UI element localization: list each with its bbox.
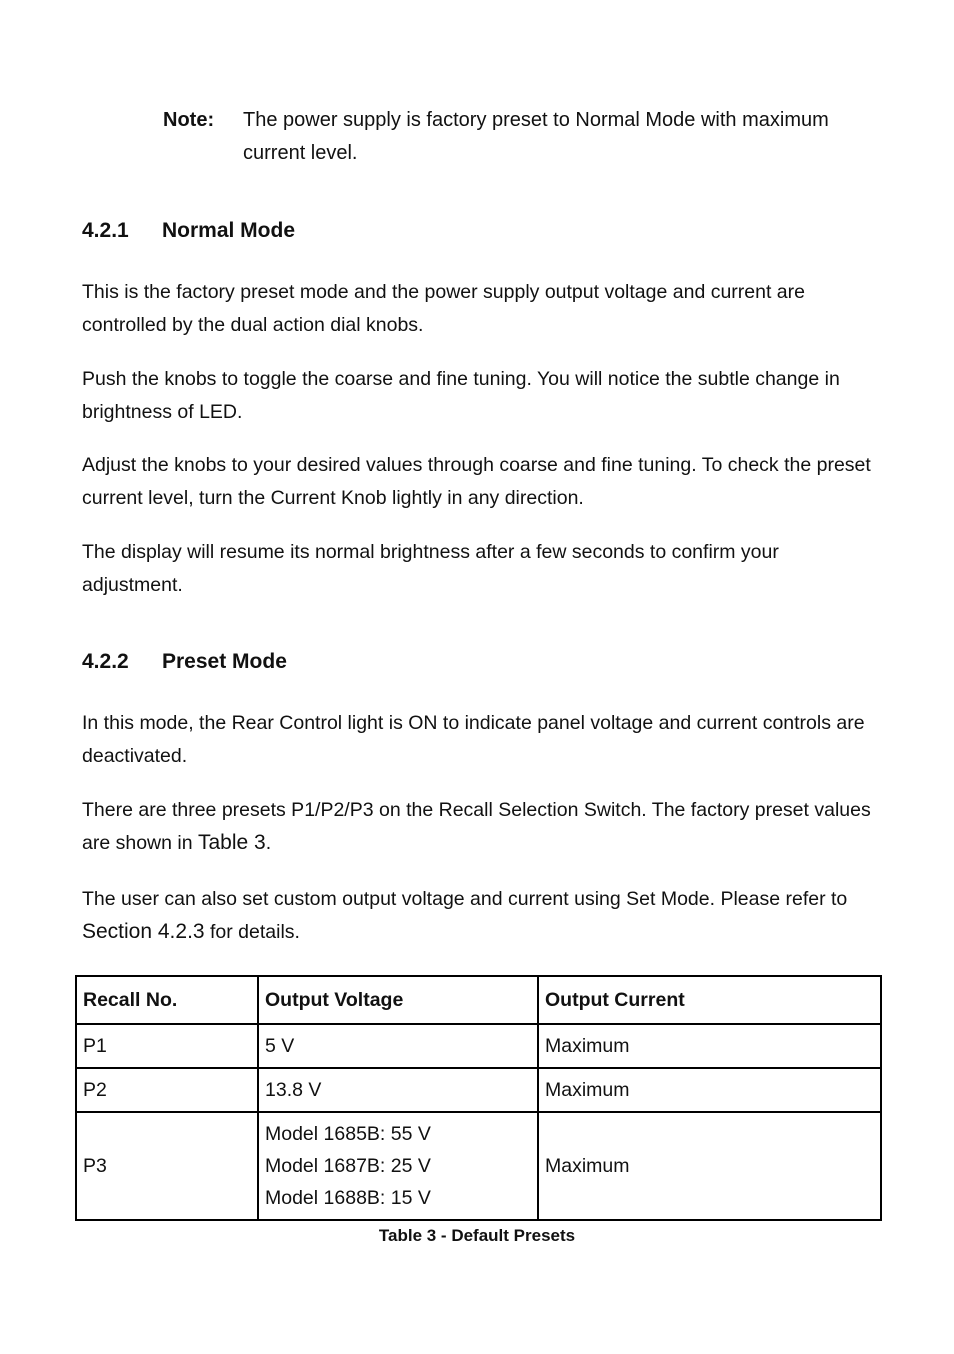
voltage-line: Model 1688B: 15 V (265, 1187, 431, 1209)
table-row (76, 1024, 881, 1068)
section-title: Preset Mode (162, 650, 287, 673)
cell-voltage (258, 1112, 538, 1220)
note-label: Note: (163, 109, 215, 131)
paragraph-text: for details. (204, 920, 300, 943)
note-text: The power supply is factory preset to Normal Mode with maximum current level. (243, 109, 829, 164)
column-header-recall: Recall No. (76, 976, 258, 1024)
section-heading-preset-mode (82, 648, 287, 676)
paragraph: Push the knobs to toggle the coarse and fine tuning. You will notice the subtle change in brightness of LED. (82, 368, 840, 423)
column-header-current: Output Current (538, 976, 881, 1024)
cell-recall: P3 (76, 1112, 258, 1220)
cell-recall: P1 (76, 1024, 258, 1068)
cell-current: Maximum (538, 1024, 881, 1068)
section-reference-link[interactable]: Section 4.2.3 (82, 919, 205, 943)
default-presets-table (75, 975, 882, 1221)
section-number: 4.2.1 (82, 219, 129, 242)
paragraph (82, 794, 882, 859)
cell-current: Maximum (538, 1068, 881, 1112)
column-header-voltage: Output Voltage (258, 976, 538, 1024)
cell-recall: P2 (76, 1068, 258, 1112)
section-title: Normal Mode (162, 219, 296, 242)
paragraph-text: . (265, 831, 272, 854)
voltage-line: Model 1685B: 55 V (265, 1123, 431, 1145)
cell-voltage: 13.8 V (258, 1068, 538, 1112)
table-caption: Table 3 - Default Presets (378, 1226, 576, 1245)
paragraph: In this mode, the Rear Control light is ON to indicate panel voltage and current controls are deactivated. (82, 712, 865, 767)
cell-current: Maximum (538, 1112, 881, 1220)
table-row (76, 1068, 881, 1112)
paragraph-text: The user can also set custom output voltage and current using Set Mode. Please refer to (82, 888, 848, 910)
paragraph (82, 883, 882, 948)
paragraph: This is the factory preset mode and the power supply output voltage and current are controlled by the dual action dial knobs. (82, 281, 805, 336)
cell-voltage: 5 V (258, 1024, 538, 1068)
table-reference-link[interactable]: Table 3 (197, 830, 266, 854)
paragraph-text: There are three presets P1/P2/P3 on the Recall Selection Switch. The factory preset values are shown in (82, 799, 871, 854)
paragraph: Adjust the knobs to your desired values through coarse and fine tuning. To check the preset current level, turn the Current Knob lightly in any direction. (82, 454, 871, 509)
paragraph: The display will resume its normal brightness after a few seconds to confirm your adjustment. (82, 541, 779, 596)
table-row (76, 1112, 881, 1220)
section-number: 4.2.2 (82, 650, 129, 673)
table-header-row (76, 976, 881, 1024)
section-heading-normal-mode (82, 217, 295, 245)
voltage-line: Model 1687B: 25 V (265, 1155, 431, 1177)
